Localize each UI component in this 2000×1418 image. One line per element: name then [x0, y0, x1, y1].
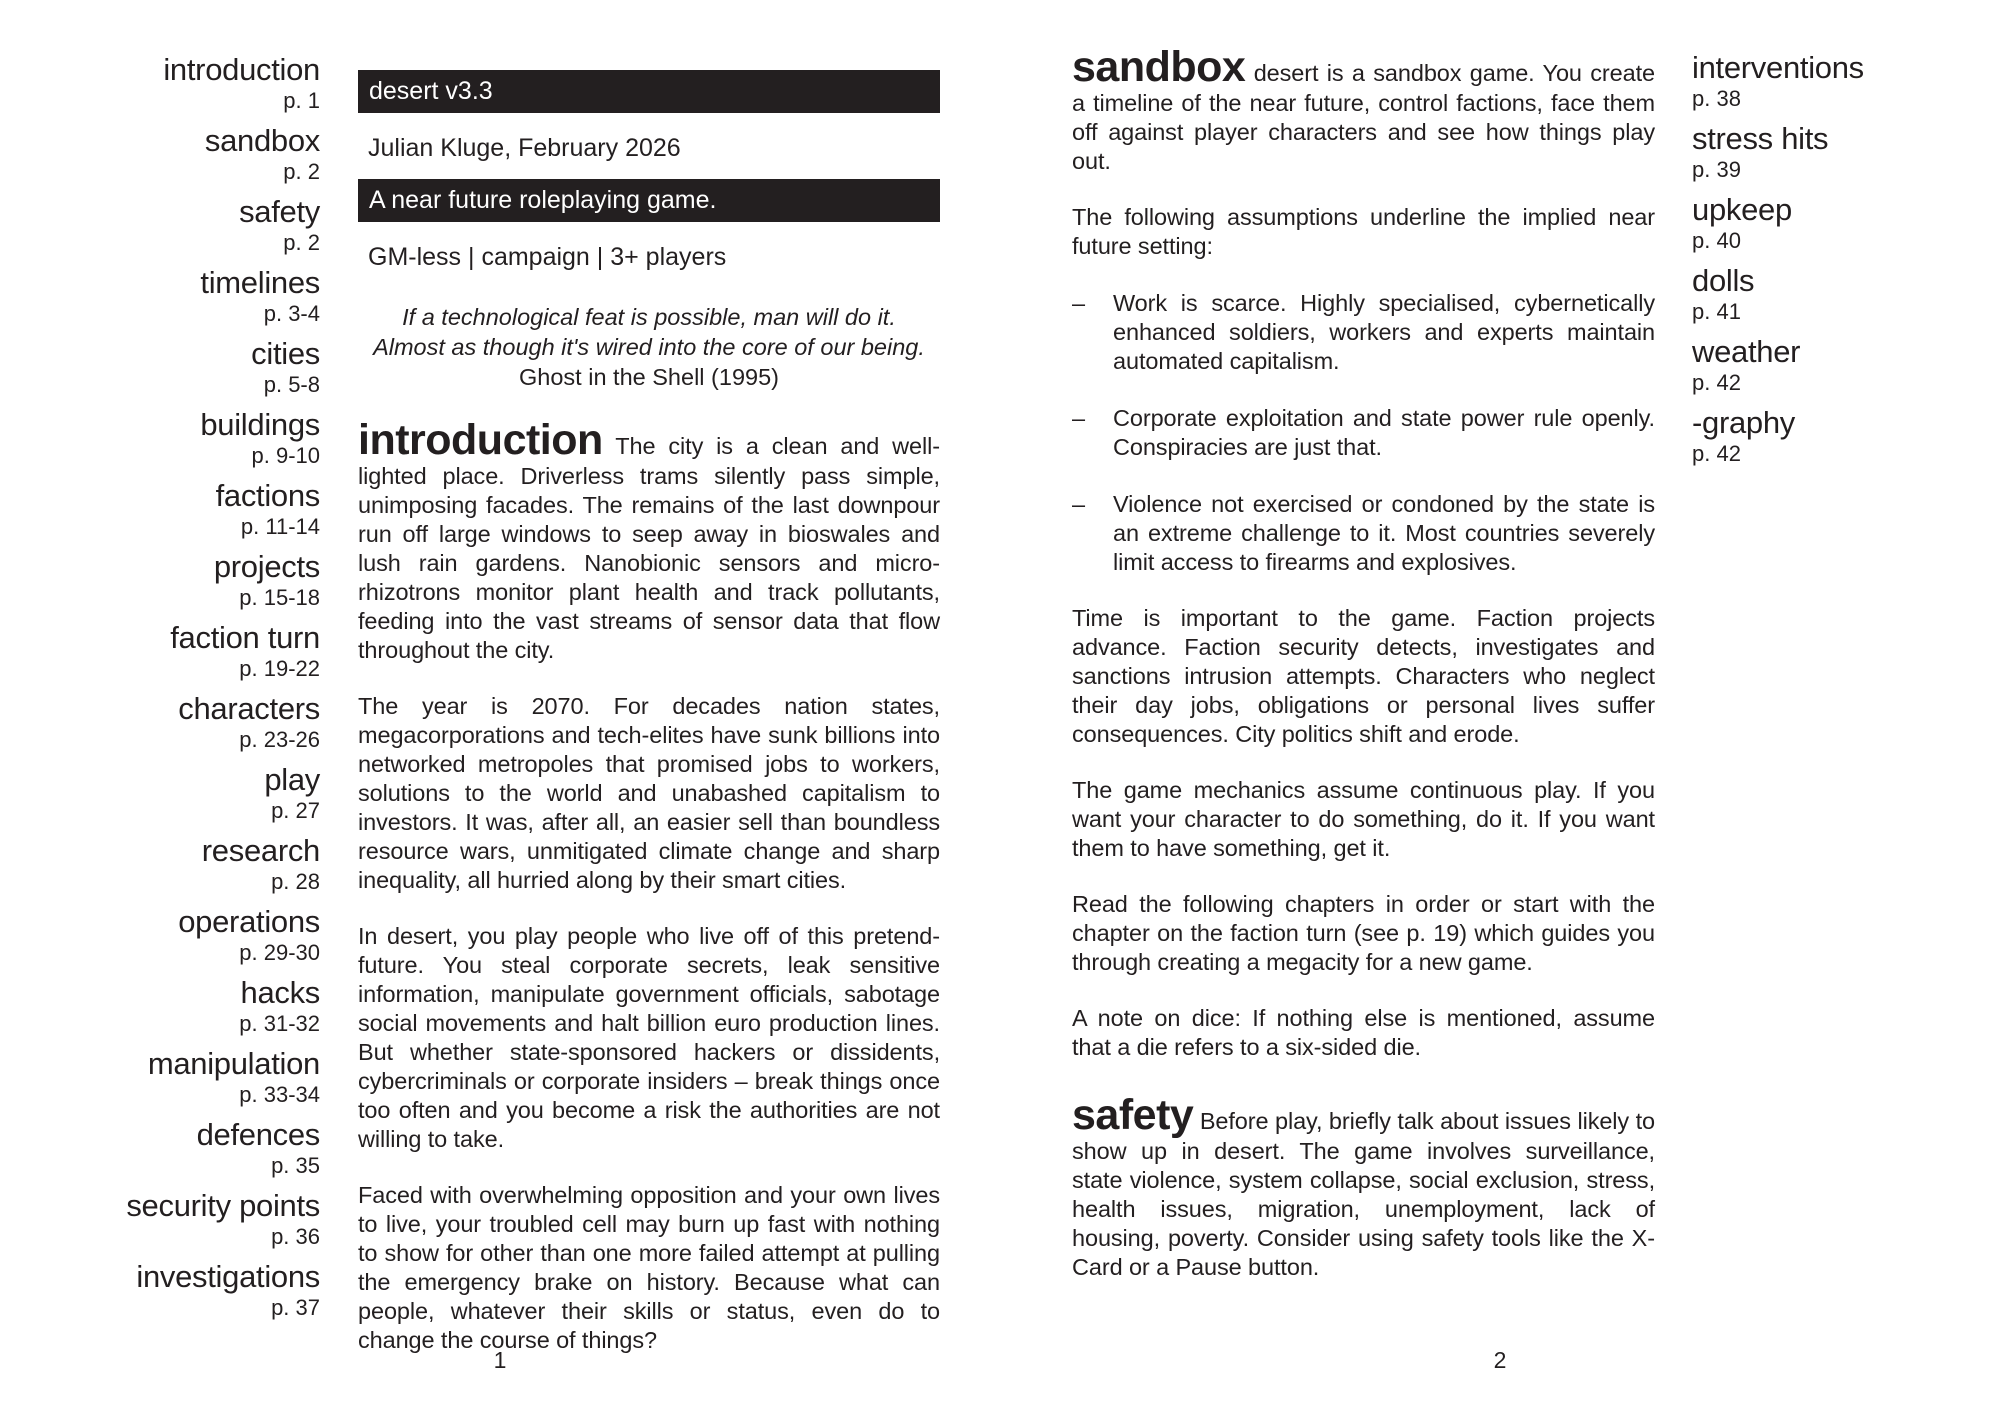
subtitle-bar — [358, 179, 940, 222]
intro-lead-text: The city is a clean and well-lighted place. Driverless trams silently pass simple, unimposing facades. The remains of the last downpour run off large windows to seep away in bioswales and lush rain gardens. Nanobionic sensors and micro-rhizotrons monitor plant health and track pollutants, feeding into the vast streams of sensor data that flow throughout the city. — [358, 433, 940, 663]
toc-entry-label: introduction — [163, 52, 320, 87]
toc-entry-factions[interactable] — [0, 478, 320, 540]
toc-entry-weather[interactable] — [1692, 334, 1992, 396]
toc-entry-upkeep[interactable] — [1692, 192, 1992, 254]
toc-entry-page: p. 40 — [1692, 228, 1741, 253]
assumption-bullet — [1072, 490, 1655, 577]
toc-left — [0, 52, 320, 1330]
toc-entry-label: research — [201, 833, 320, 868]
toc-entry-label: upkeep — [1692, 192, 1792, 227]
toc-entry-page: p. 19-22 — [239, 656, 320, 681]
toc-entry-page: p. 29-30 — [239, 940, 320, 965]
toc-entry-page: p. 9-10 — [251, 443, 320, 468]
toc-entry-page: p. 31-32 — [239, 1011, 320, 1036]
title-bar — [358, 70, 940, 113]
toc-entry-page: p. 15-18 — [239, 585, 320, 610]
sandbox-paragraph: Read the following chapters in order or start with the chapter on the faction turn (see p. 19) which guides you through creating a megacity for a new game. — [1072, 891, 1655, 975]
toc-entry-label: safety — [239, 194, 320, 229]
toc-entry-page: p. 28 — [271, 869, 320, 894]
page-1 — [358, 70, 940, 1355]
toc-entry-introduction[interactable] — [0, 52, 320, 114]
tagline: GM-less | campaign | 3+ players — [368, 243, 727, 271]
page-number-1: 1 — [493, 1347, 507, 1373]
epigraph-quote — [358, 302, 940, 392]
toc-entry-page: p. 1 — [283, 88, 320, 113]
intro-paragraph: Faced with overwhelming opposition and your own lives to live, your troubled cell may burn up fast with nothing to show for other than one more failed attempt at pulling the emergency brake on history. Because what can people, whatever their skills or status, even do to change the course of things? — [358, 1182, 940, 1353]
toc-entry-faction-turn[interactable] — [0, 620, 320, 682]
toc-entry-sandbox[interactable] — [0, 123, 320, 185]
toc-entry-page: p. 2 — [283, 159, 320, 184]
sandbox-lead-paragraph — [1072, 43, 1655, 176]
bullet-text: Work is scarce. Highly specialised, cybernetically enhanced soldiers, workers and experts maintain automated capitalism. — [1113, 290, 1655, 374]
toc-entry-label: hacks — [240, 975, 320, 1010]
toc-entry-investigations[interactable] — [0, 1259, 320, 1321]
bullet-dash: – — [1072, 405, 1086, 431]
quote-line-2: Almost as though it's wired into the core of our being. — [373, 334, 925, 360]
safety-heading: safety — [1072, 1091, 1194, 1139]
sandbox-lead-text: desert is a sandbox game. You create a timeline of the near future, control factions, face them off against player characters and see how things play out. — [1072, 60, 1655, 174]
toc-entry-page: p. 38 — [1692, 86, 1741, 111]
toc-entry-page: p. 2 — [283, 230, 320, 255]
toc-entry-page: p. 42 — [1692, 370, 1741, 395]
byline: Julian Kluge, February 2026 — [368, 134, 681, 162]
toc-entry-label: security points — [126, 1188, 320, 1223]
toc-entry-page: p. 5-8 — [263, 372, 320, 397]
page-number-2: 2 — [1493, 1347, 1507, 1373]
toc-entry-label: characters — [178, 691, 320, 726]
toc-entry-label: projects — [213, 549, 320, 584]
intro-lead-paragraph — [358, 416, 940, 665]
toc-entry-label: faction turn — [170, 620, 320, 655]
title-block — [358, 70, 940, 272]
quote-line-1: If a technological feat is possible, man will do it. — [402, 304, 896, 330]
toc-entry-timelines[interactable] — [0, 265, 320, 327]
safety-lead-paragraph — [1072, 1091, 1655, 1282]
toc-entry-safety[interactable] — [0, 194, 320, 256]
toc-entry-page: p. 23-26 — [239, 727, 320, 752]
toc-entry-page: p. 3-4 — [263, 301, 320, 326]
toc-entry-label: defences — [196, 1117, 320, 1152]
toc-entry-operations[interactable] — [0, 904, 320, 966]
introduction-heading: introduction — [358, 416, 603, 464]
toc-entry-label: timelines — [200, 265, 320, 300]
toc-entry-characters[interactable] — [0, 691, 320, 753]
toc-entry-label: buildings — [200, 407, 320, 442]
toc-entry-page: p. 33-34 — [239, 1082, 320, 1107]
sandbox-paragraph: A note on dice: If nothing else is mentioned, assume that a die refers to a six-sided die. — [1072, 1005, 1655, 1060]
toc-entry-label: investigations — [136, 1259, 320, 1294]
toc-entry-label: manipulation — [147, 1046, 320, 1081]
intro-paragraph: In desert, you play people who live off of this pretend-future. You steal corporate secrets, leak sensitive information, manipulate government officials, sabotage social movements and halt billion euro production lines. But whether state-sponsored hackers or dissidents, cybercriminals or corporate insiders – break things once too often and you become a risk the authorities are not willing to take. — [358, 923, 940, 1152]
bullet-text: Corporate exploitation and state power rule openly. Conspiracies are just that. — [1113, 405, 1655, 460]
toc-entry-page: p. 37 — [271, 1295, 320, 1320]
toc-entry-cities[interactable] — [0, 336, 320, 398]
safety-lead-text: Before play, briefly talk about issues likely to show up in desert. The game involves surveillance, state violence, system collapse, social exclusion, stress, health issues, migration, unemployment, lack of housing, poverty. Consider using safety tools like the X-Card or a Pause button. — [1072, 1108, 1655, 1280]
subtitle-text: A near future roleplaying game. — [369, 186, 717, 214]
title-text: desert v3.3 — [369, 77, 493, 105]
toc-entry-label: play — [264, 762, 320, 797]
toc-entry-graphy[interactable] — [1692, 405, 1992, 467]
toc-entry-label: cities — [251, 336, 320, 371]
assumption-bullet — [1072, 289, 1655, 376]
quote-attribution: Ghost in the Shell (1995) — [519, 364, 779, 390]
toc-entry-dolls[interactable] — [1692, 263, 1992, 325]
toc-entry-label: weather — [1692, 334, 1801, 369]
toc-entry-interventions[interactable] — [1692, 50, 1992, 112]
sandbox-paragraph: Time is important to the game. Faction projects advance. Faction security detects, investigates and sanctions intrusion attempts. Characters who neglect their day jobs, obligations or personal lives suffer consequences. City politics shift and erode. — [1072, 605, 1655, 747]
toc-entry-manipulation[interactable] — [0, 1046, 320, 1108]
toc-entry-page: p. 42 — [1692, 441, 1741, 466]
bullet-dash: – — [1072, 491, 1086, 517]
assumptions-intro: The following assumptions underline the implied near future setting: — [1072, 204, 1655, 259]
toc-entry-label: factions — [215, 478, 320, 513]
toc-entry-buildings[interactable] — [0, 407, 320, 469]
sandbox-paragraph: The game mechanics assume continuous play. If you want your character to do something, do it. If you want them to have something, get it. — [1072, 777, 1655, 861]
toc-entry-label: operations — [178, 904, 320, 939]
sandbox-heading: sandbox — [1072, 43, 1246, 91]
toc-entry-page: p. 39 — [1692, 157, 1741, 182]
bullet-dash: – — [1072, 290, 1086, 316]
assumption-bullet — [1072, 404, 1655, 462]
toc-entry-page: p. 41 — [1692, 299, 1741, 324]
toc-entry-page: p. 35 — [271, 1153, 320, 1178]
toc-right — [1692, 50, 1992, 476]
toc-entry-play[interactable] — [0, 762, 320, 824]
toc-entry-page: p. 27 — [271, 798, 320, 823]
toc-entry-projects[interactable] — [0, 549, 320, 611]
toc-entry-research[interactable] — [0, 833, 320, 895]
intro-paragraph: The year is 2070. For decades nation states, megacorporations and tech-elites have sunk billions into networked metropoles that promised jobs to workers, solutions to the world and unabashed capitalism to investors. It was, after all, an easier sell than boundless resource wars, unmitigated climate change and sharp inequality, all hurried along by their smart cities. — [358, 693, 940, 893]
toc-entry-security-points[interactable] — [0, 1188, 320, 1250]
toc-entry-defences[interactable] — [0, 1117, 320, 1179]
toc-entry-label: interventions — [1692, 50, 1864, 85]
toc-entry-label: stress hits — [1692, 121, 1829, 156]
toc-entry-label: -graphy — [1692, 405, 1796, 440]
toc-entry-label: dolls — [1692, 263, 1755, 298]
page-2 — [1072, 43, 1655, 1282]
toc-entry-page: p. 11-14 — [240, 514, 320, 539]
toc-entry-stress-hits[interactable] — [1692, 121, 1992, 183]
toc-entry-label: sandbox — [204, 123, 320, 158]
bullet-text: Violence not exercised or condoned by the state is an extreme challenge to it. Most countries severely limit access to firearms and explosives. — [1113, 491, 1655, 575]
toc-entry-hacks[interactable] — [0, 975, 320, 1037]
toc-entry-page: p. 36 — [271, 1224, 320, 1249]
